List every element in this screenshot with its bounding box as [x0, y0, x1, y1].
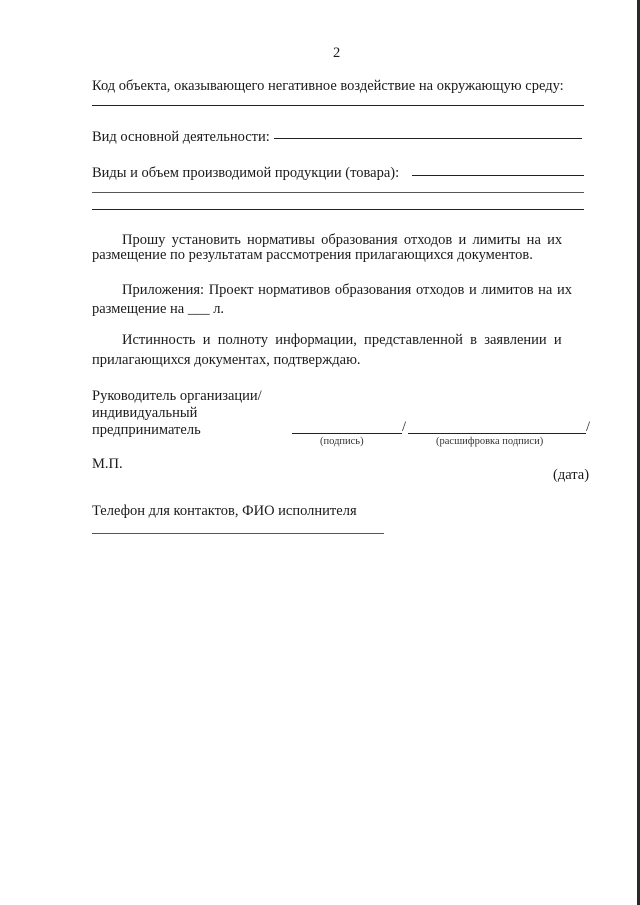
- products-line-3: [92, 209, 584, 210]
- truth-line-1: Истинность и полноту информации, представленной в заявлении и: [122, 332, 562, 348]
- products-line-1: [412, 175, 584, 176]
- activity-label: Вид основной деятельности:: [92, 129, 270, 145]
- decoding-caption: (расшифровка подписи): [436, 436, 544, 447]
- signature-slash-2: /: [586, 419, 591, 435]
- attachments-line-1: Приложения: Проект нормативов образования отходов и лимитов на их: [122, 282, 573, 298]
- date-label: (дата): [553, 467, 590, 483]
- signature-slash-1: /: [402, 419, 407, 435]
- request-line-2: размещение по результатам рассмотрения прилагающихся документов.: [92, 247, 533, 263]
- decoding-line: [408, 433, 586, 434]
- request-line-1: Прошу установить нормативы образования отходов и лимиты на их: [122, 232, 563, 248]
- signature-caption: (подпись): [320, 436, 364, 447]
- products-line-2: [92, 192, 584, 193]
- head-label-line-2: индивидуальный: [92, 405, 198, 421]
- attachments-line-2: размещение на ___ л.: [92, 301, 225, 317]
- object-code-line: [92, 105, 584, 106]
- object-code-label: Код объекта, оказывающего негативное воздействие на окружающую среду:: [92, 78, 564, 94]
- contact-label: Телефон для контактов, ФИО исполнителя: [92, 503, 357, 519]
- signature-line: [292, 433, 402, 434]
- products-label: Виды и объем производимой продукции (товара):: [92, 165, 400, 181]
- stamp-label: М.П.: [92, 456, 123, 472]
- truth-line-2: прилагающихся документах, подтверждаю.: [92, 352, 361, 368]
- activity-line: [274, 138, 582, 139]
- contact-line: [92, 533, 384, 534]
- head-label-line-3: предприниматель: [92, 422, 201, 438]
- head-label-line-1: Руководитель организации/: [92, 388, 262, 404]
- page-number: 2: [333, 45, 341, 61]
